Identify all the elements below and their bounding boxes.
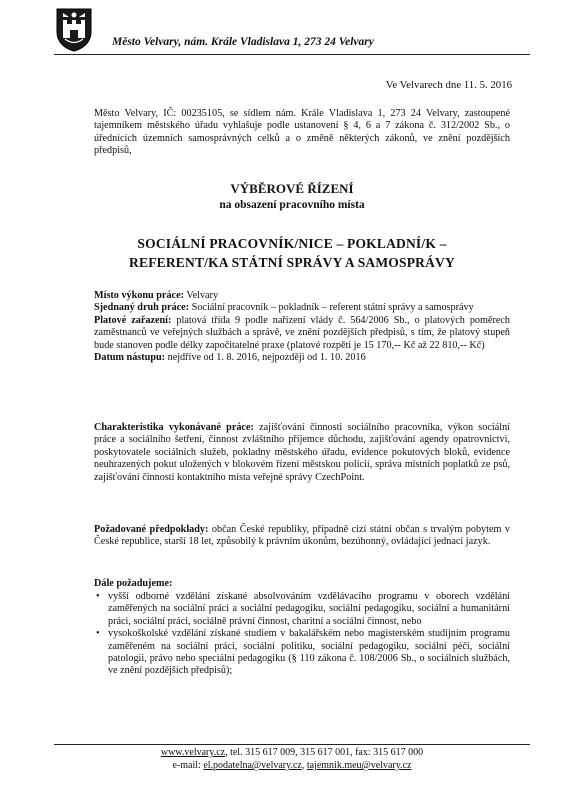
start-label: Datum nástupu: (94, 352, 166, 364)
list-item-text: vysokoškolské vzdělání získané studiem v bakalářském nebo magisterském studijním programu zaměřeném na sociální práci, sociální politiku, sociální pedagogiku, sociální péči, sociální patologii, právo nebo speciální pedagogiku (§ 110 zákona č. 108/2006 Sb., o sociálních službách, ve znění pozdějších předpisů); (108, 628, 510, 677)
list-item (94, 628, 510, 678)
email-link-podatelna[interactable]: el.podatelna@velvary.cz (203, 760, 302, 771)
salary-label: Platové zařazení: (94, 314, 172, 326)
list-item (94, 591, 510, 628)
bullet-icon: • (96, 628, 100, 640)
intro-paragraph: Město Velvary, IČ: 00235105, se sídlem nám. Krále Vladislava 1, 273 24 Velvary, zastoupené tajemníkem městského úřadu vyhlašuje podle ustanovení § 4, 6 a 7 zákona č. 312/2002 Sb., o úřednících územních samosprávných celků a o změně některých zákonů, ve znění pozdějších předpisů, (94, 108, 510, 157)
header-divider (54, 54, 530, 55)
place-of-work (94, 290, 510, 302)
document-subtitle: na obsazení pracovního místa (219, 199, 365, 211)
bullet-icon: • (96, 591, 100, 602)
type-value: Sociální pracovník – pokladník – referent státní správy a samosprávy (189, 302, 474, 314)
further-label: Dále požadujeme: (94, 578, 173, 589)
start-value: nejdříve od 1. 8. 2016, nejpozději od 1. 10. 2016 (165, 352, 366, 364)
further-requirements-heading (94, 578, 510, 590)
job-details (94, 290, 510, 364)
requirements-value: občan České republiky, případně cizí státní občan s trvalým pobytem v České republice, starší 18 let, způsobilý k právním úkonům, bezúhonný, ovládající jednací jazyk. (94, 524, 510, 548)
salary-grade (94, 315, 510, 352)
email-link-tajemnik[interactable]: tajemnik.meu@velvary.cz (306, 760, 412, 771)
website-link[interactable]: www.velvary.cz (160, 747, 226, 758)
document-date: Ve Velvarech dne 11. 5. 2016 (385, 79, 512, 91)
footer-email-line (54, 760, 530, 771)
list-item-text: vyšší odborné vzdělání získané absolvováním vzdělávacího programu v oborech vzdělání zaměřených na sociální práci a sociální pedagogiku, sociální pedagogiku, sociální a humanitární práci, sociální práci, sociálně právní činnost, charitní a sociální činnost, nebo (108, 591, 510, 627)
email-label: e-mail: (172, 760, 204, 771)
place-label: Místo výkonu práce: (94, 290, 184, 301)
organization-header: Město Velvary, nám. Krále Vladislava 1, 273 24 Velvary (112, 36, 374, 48)
position-title-line2: REFERENT/KA STÁTNÍ SPRÁVY A SAMOSPRÁVY (129, 255, 455, 270)
footer-divider (54, 744, 530, 745)
job-type (94, 302, 510, 314)
required-prerequisites (94, 524, 510, 549)
document-title: VÝBĚROVÉ ŘÍZENÍ (230, 181, 354, 196)
salary-value: platová třída 9 podle nařízení vlády č. 564/2006 Sb., o platových poměrech zaměstnanců ve veřejných službách a správě, ve znění pozdějších předpisů, s tím, že platový stupeň bude stanoven podle délky započitatelné praxe (platové rozpětí je 15 170,-- Kč až 22 810,-- Kč) (94, 314, 510, 351)
footer-contact-line (54, 747, 530, 758)
work-characteristics (94, 422, 510, 484)
further-requirements-list (94, 591, 510, 678)
place-value: Velvary (184, 290, 219, 301)
type-label: Sjednaný druh práce: (94, 302, 190, 314)
email-separator: , (301, 760, 307, 771)
position-title-line1: SOCIÁLNÍ PRACOVNÍK/NICE – POKLADNÍ/K – (137, 236, 447, 251)
phone-numbers: , tel. 315 617 009, 315 617 001, fax: 315 617 000 (225, 747, 424, 758)
coat-of-arms-icon (56, 8, 92, 52)
characteristics-value: zajišťování činnosti sociálního pracovníka, výkon sociální práce a sociálního šetření, činnost zvláštního příjemce důchodu, zajišťování agendy opatrovnictví, poskytovatele sociálních služeb, pokladny městského úřadu, evidence pokutových bloků, evidence neuhrazených pokut uložených v blokovém řízení městskou policií, správa místních poplatků ze psů, zajišťování činnosti kontaktního místa veřejné správy CzechPoint. (94, 422, 510, 483)
start-date (94, 352, 510, 364)
requirements-label: Požadované předpoklady: (94, 524, 209, 535)
characteristics-label: Charakteristika vykonávané práce: (94, 422, 254, 433)
